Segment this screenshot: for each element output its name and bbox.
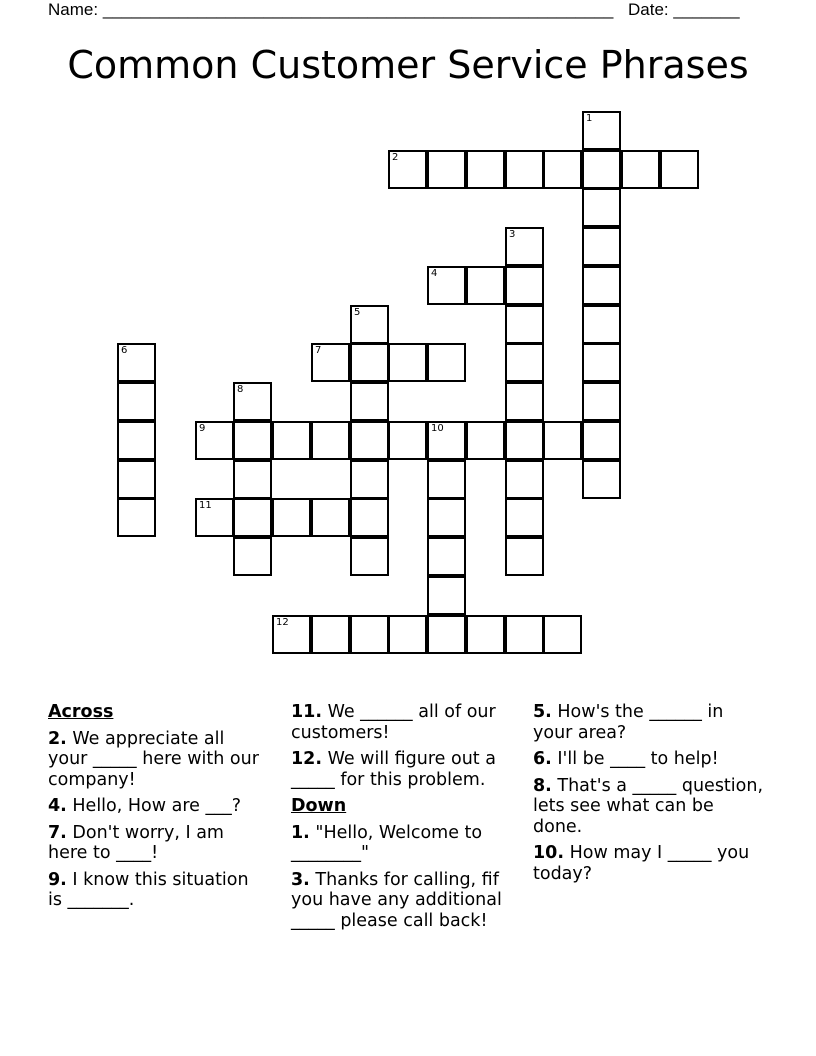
- grid-cell[interactable]: [466, 421, 505, 460]
- grid-cell[interactable]: [582, 188, 621, 227]
- grid-cell[interactable]: [350, 615, 389, 654]
- clue-number: 10.: [533, 843, 565, 863]
- grid-cell[interactable]: [543, 421, 582, 460]
- grid-cell[interactable]: [350, 460, 389, 499]
- grid-cell[interactable]: [582, 305, 621, 344]
- clue-text: We appreciate all your _____ here with our company!: [48, 728, 259, 790]
- clue-number: 9.: [48, 869, 67, 890]
- clue-text: We will figure out a _____ for this problem.: [291, 749, 496, 790]
- clue-number-label: 1: [586, 113, 593, 124]
- clue-number-label: 4: [431, 268, 438, 279]
- grid-cell[interactable]: [466, 266, 505, 305]
- clue-number-label: 12: [276, 617, 289, 628]
- grid-cell[interactable]: [311, 421, 350, 460]
- grid-cell[interactable]: [427, 150, 466, 189]
- clue-down-8: [533, 776, 768, 838]
- grid-cell[interactable]: [505, 227, 544, 266]
- clue-number-label: 8: [237, 384, 244, 395]
- grid-cell[interactable]: [388, 421, 427, 460]
- grid-cell[interactable]: [350, 305, 389, 344]
- grid-cell[interactable]: [350, 343, 389, 382]
- clue-column-1: [48, 702, 263, 917]
- grid-cell[interactable]: [427, 576, 466, 615]
- clue-number: 7.: [48, 822, 67, 843]
- clue-text: We ______ all of our customers!: [291, 702, 496, 743]
- clue-column-2: [291, 702, 521, 937]
- clue-number: 3.: [291, 869, 310, 890]
- clue-text: Hello, How are ___?: [66, 796, 242, 816]
- clue-number-label: 10: [431, 423, 444, 434]
- clue-text: Don't worry, I am here to ____!: [48, 822, 224, 863]
- clue-text: How's the ______ in your area?: [533, 702, 724, 743]
- clue-column-3: [533, 702, 768, 890]
- grid-cell[interactable]: [466, 615, 505, 654]
- grid-cell[interactable]: [582, 227, 621, 266]
- grid-cell[interactable]: [311, 498, 350, 537]
- grid-cell[interactable]: [233, 537, 272, 576]
- grid-cell[interactable]: [621, 150, 660, 189]
- name-blank[interactable]: ______________________________________________________: [102, 0, 614, 19]
- grid-cell[interactable]: [660, 150, 699, 189]
- grid-cell[interactable]: [233, 498, 272, 537]
- grid-cell[interactable]: [195, 498, 234, 537]
- grid-cell[interactable]: [466, 150, 505, 189]
- clue-number-label: 3: [509, 229, 516, 240]
- grid-cell[interactable]: [233, 460, 272, 499]
- grid-cell[interactable]: [388, 615, 427, 654]
- grid-cell[interactable]: [272, 421, 311, 460]
- clue-across-11: [291, 702, 521, 743]
- grid-cell[interactable]: [350, 498, 389, 537]
- grid-cell[interactable]: [505, 615, 544, 654]
- grid-cell[interactable]: [505, 382, 544, 421]
- clue-down-6: [533, 749, 768, 770]
- grid-cell[interactable]: [427, 266, 466, 305]
- name-label: Name:: [48, 0, 99, 19]
- clue-number: 6.: [533, 749, 552, 769]
- grid-cell[interactable]: [582, 382, 621, 421]
- clue-number: 11.: [291, 702, 323, 722]
- clue-number-label: 11: [199, 500, 212, 511]
- clue-text: Thanks for calling, fif you have any additional _____ please call back!: [291, 869, 502, 931]
- grid-cell[interactable]: [427, 343, 466, 382]
- grid-cell[interactable]: [427, 498, 466, 537]
- grid-cell[interactable]: [582, 343, 621, 382]
- clue-number: 2.: [48, 728, 67, 749]
- grid-cell[interactable]: [233, 421, 272, 460]
- date-label: Date:: [628, 0, 669, 19]
- clue-down-3: [291, 870, 521, 932]
- grid-cell[interactable]: [350, 382, 389, 421]
- across-heading: Across: [48, 702, 114, 722]
- clue-across-2: [48, 729, 263, 791]
- grid-cell[interactable]: [427, 537, 466, 576]
- clue-number: 4.: [48, 796, 67, 816]
- grid-cell[interactable]: [272, 498, 311, 537]
- clue-number-label: 2: [392, 152, 399, 163]
- grid-cell[interactable]: [272, 615, 311, 654]
- grid-cell[interactable]: [117, 343, 156, 382]
- clue-down-10: [533, 843, 768, 884]
- grid-cell[interactable]: [582, 266, 621, 305]
- clue-across-7: [48, 823, 263, 864]
- clue-number: 12.: [291, 749, 323, 769]
- clue-number-label: 6: [121, 345, 128, 356]
- grid-cell[interactable]: [388, 343, 427, 382]
- grid-cell[interactable]: [117, 498, 156, 537]
- clue-text: I know this situation is _______.: [48, 869, 249, 910]
- grid-cell[interactable]: [582, 150, 621, 189]
- grid-cell[interactable]: [505, 421, 544, 460]
- grid-cell[interactable]: [505, 266, 544, 305]
- clue-down-1: [291, 823, 521, 864]
- down-heading: Down: [291, 796, 347, 816]
- clue-text: I'll be ____ to help!: [551, 749, 719, 769]
- clue-across-9: [48, 870, 263, 911]
- clue-number: 8.: [533, 775, 552, 796]
- grid-cell[interactable]: [505, 537, 544, 576]
- clue-text: That's a _____ question, lets see what can be done.: [533, 775, 764, 837]
- grid-cell[interactable]: [505, 460, 544, 499]
- clue-text: How may I _____ you today?: [533, 843, 750, 884]
- grid-cell[interactable]: [311, 343, 350, 382]
- grid-cell[interactable]: [195, 421, 234, 460]
- clue-number-label: 7: [315, 345, 322, 356]
- clue-number: 1.: [291, 822, 310, 843]
- grid-cell[interactable]: [543, 615, 582, 654]
- grid-cell[interactable]: [582, 460, 621, 499]
- grid-cell[interactable]: [505, 150, 544, 189]
- clue-number: 5.: [533, 702, 552, 722]
- grid-cell[interactable]: [117, 421, 156, 460]
- date-blank[interactable]: _______: [673, 0, 740, 19]
- clue-across-4: [48, 796, 263, 817]
- grid-cell[interactable]: [543, 150, 582, 189]
- grid-cell[interactable]: [427, 460, 466, 499]
- grid-cell[interactable]: [233, 382, 272, 421]
- grid-cell[interactable]: [350, 421, 389, 460]
- grid-cell[interactable]: [350, 537, 389, 576]
- grid-cell[interactable]: [582, 111, 621, 150]
- page-title: Common Customer Service Phrases: [67, 43, 749, 87]
- grid-cell[interactable]: [505, 498, 544, 537]
- clue-text: "Hello, Welcome to ________": [291, 822, 483, 863]
- clue-number-label: 9: [199, 423, 206, 434]
- grid-cell[interactable]: [117, 382, 156, 421]
- clue-across-12: [291, 749, 521, 790]
- grid-cell[interactable]: [117, 460, 156, 499]
- grid-cell[interactable]: [388, 150, 427, 189]
- grid-cell[interactable]: [427, 615, 466, 654]
- clue-number-label: 5: [354, 307, 361, 318]
- grid-cell[interactable]: [427, 421, 466, 460]
- grid-cell[interactable]: [582, 421, 621, 460]
- grid-cell[interactable]: [311, 615, 350, 654]
- clue-down-5: [533, 702, 768, 743]
- grid-cell[interactable]: [505, 305, 544, 344]
- grid-cell[interactable]: [505, 343, 544, 382]
